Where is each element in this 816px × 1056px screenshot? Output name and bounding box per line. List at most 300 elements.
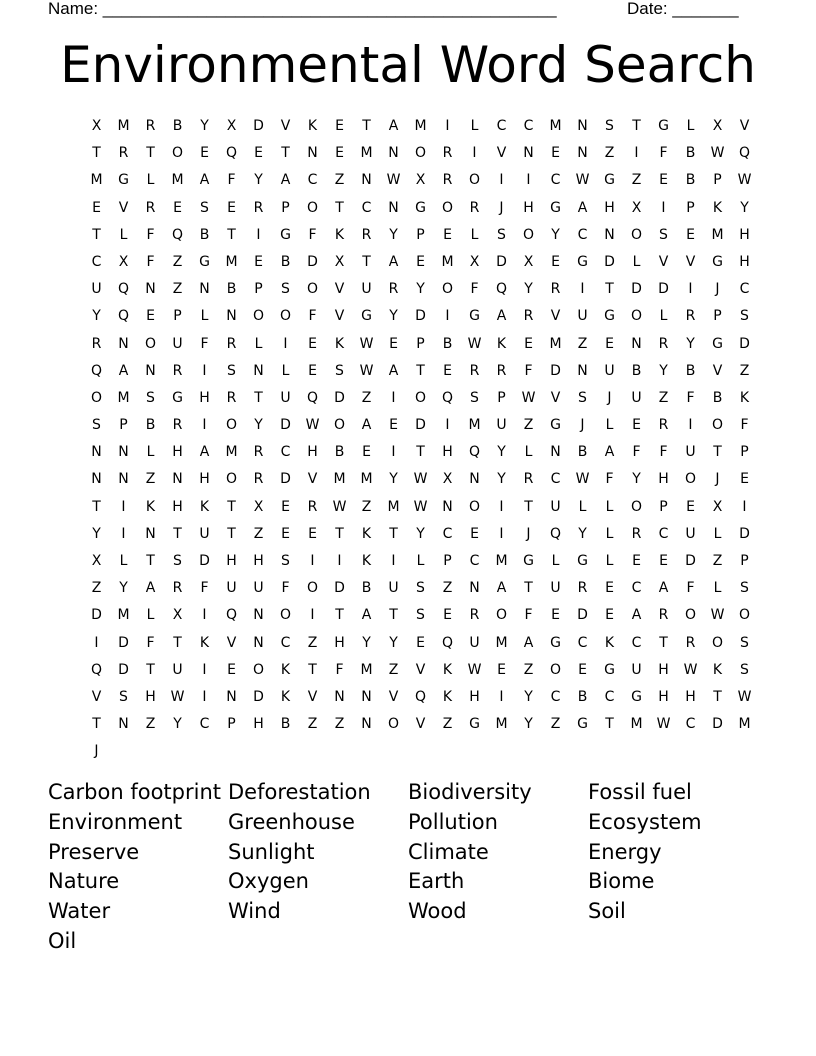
- grid-letter: K: [307, 118, 318, 134]
- grid-letter: G: [577, 716, 588, 733]
- grid-letter: H: [739, 226, 750, 243]
- grid-letter: R: [496, 362, 507, 379]
- grid-letter: R: [469, 362, 480, 379]
- grid-letter: Y: [416, 525, 425, 542]
- grid-letter: J: [499, 199, 504, 216]
- grid-letter: H: [739, 253, 750, 270]
- grid-letter: S: [173, 553, 182, 569]
- grid-letter: I: [310, 553, 315, 569]
- grid-letter: G: [658, 118, 669, 134]
- grid-letter: B: [685, 172, 696, 189]
- grid-letter: P: [713, 172, 722, 189]
- grid-letter: C: [442, 525, 453, 542]
- grid-letter: K: [361, 553, 372, 569]
- grid-letter: L: [119, 226, 128, 243]
- grid-letter: B: [685, 362, 696, 379]
- grid-letter: C: [658, 525, 669, 542]
- grid-letter: D: [496, 253, 507, 270]
- grid-letter: O: [144, 335, 157, 352]
- grid-letter: V: [226, 634, 237, 651]
- grid-letter: E: [605, 580, 614, 597]
- grid-letter: D: [658, 281, 669, 298]
- grid-letter: Q: [117, 281, 130, 298]
- grid-letter: P: [443, 553, 452, 569]
- grid-letter: Y: [524, 716, 533, 733]
- word-bank-item: Greenhouse: [228, 809, 355, 834]
- grid-letter: M: [414, 118, 427, 134]
- name-field-label: Name: ________________________________________________: [48, 0, 557, 18]
- grid-letter: U: [361, 281, 372, 298]
- grid-letter: I: [391, 444, 396, 461]
- grid-letter: H: [145, 688, 156, 705]
- grid-letter: H: [523, 199, 534, 216]
- grid-letter: N: [118, 471, 129, 488]
- grid-letter: O: [414, 389, 427, 406]
- grid-letter: O: [414, 145, 427, 162]
- grid-letter: L: [470, 226, 479, 243]
- grid-letter: R: [361, 226, 372, 243]
- grid-letter: A: [496, 580, 507, 597]
- grid-letter: E: [308, 335, 317, 352]
- grid-letter: E: [254, 145, 263, 162]
- grid-letter: A: [523, 634, 534, 651]
- grid-letter: Y: [632, 471, 641, 488]
- grid-letter: M: [333, 471, 346, 488]
- grid-letter: R: [172, 362, 183, 379]
- grid-letter: N: [388, 199, 399, 216]
- grid-letter: T: [335, 199, 344, 216]
- grid-letter: M: [360, 661, 373, 678]
- grid-letter: H: [685, 688, 696, 705]
- grid-letter: C: [685, 716, 696, 733]
- grid-letter: S: [740, 308, 749, 325]
- grid-letter: F: [200, 335, 209, 352]
- grid-letter: N: [118, 335, 129, 352]
- grid-letter: N: [631, 335, 642, 352]
- grid-letter: M: [495, 716, 508, 733]
- grid-letter: Y: [389, 634, 398, 651]
- grid-letter: J: [94, 743, 99, 760]
- grid-letter: I: [202, 661, 207, 678]
- grid-letter: N: [361, 688, 372, 705]
- grid-letter: M: [117, 389, 130, 406]
- grid-letter: Y: [524, 281, 533, 298]
- grid-letter: R: [523, 471, 534, 488]
- grid-letter: F: [470, 281, 479, 298]
- grid-letter: Q: [171, 226, 184, 243]
- grid-letter: D: [550, 362, 561, 379]
- grid-letter: D: [91, 607, 102, 624]
- grid-letter: V: [280, 118, 291, 134]
- grid-letter: Z: [145, 471, 156, 488]
- word-bank-item: Water: [48, 899, 111, 924]
- grid-letter: Q: [225, 607, 238, 624]
- grid-letter: R: [577, 580, 588, 597]
- grid-letter: G: [604, 308, 615, 325]
- word-bank-item: Wind: [228, 899, 281, 924]
- word-bank-item: Wood: [408, 899, 467, 924]
- grid-letter: K: [442, 688, 453, 705]
- grid-letter: X: [91, 118, 102, 134]
- grid-letter: E: [686, 498, 695, 515]
- grid-letter: I: [499, 172, 504, 189]
- grid-letter: O: [441, 281, 454, 298]
- grid-letter: U: [226, 580, 237, 597]
- grid-letter: B: [280, 716, 291, 733]
- grid-letter: H: [469, 688, 480, 705]
- grid-letter: G: [199, 253, 210, 270]
- grid-letter: O: [225, 417, 238, 434]
- grid-letter: G: [550, 199, 561, 216]
- grid-letter: N: [91, 444, 102, 461]
- grid-letter: N: [469, 580, 480, 597]
- grid-letter: L: [200, 308, 209, 325]
- grid-letter: L: [416, 553, 425, 569]
- grid-letter: I: [202, 417, 207, 434]
- grid-letter: B: [199, 226, 210, 243]
- grid-letter: B: [577, 688, 588, 705]
- grid-letter: Y: [659, 362, 668, 379]
- grid-letter: L: [605, 417, 614, 434]
- grid-letter: E: [416, 634, 425, 651]
- grid-letter: I: [310, 607, 315, 624]
- grid-letter: L: [578, 498, 587, 515]
- grid-letter: S: [92, 417, 101, 434]
- grid-letter: Z: [442, 580, 453, 597]
- grid-letter: U: [631, 389, 642, 406]
- grid-letter: N: [226, 688, 237, 705]
- grid-letter: Q: [468, 444, 481, 461]
- grid-letter: I: [202, 688, 207, 705]
- grid-letter: V: [496, 145, 507, 162]
- grid-letter: H: [307, 444, 318, 461]
- grid-letter: U: [550, 580, 561, 597]
- grid-letter: Y: [200, 118, 209, 134]
- grid-letter: S: [335, 362, 344, 379]
- grid-letter: Y: [740, 199, 749, 216]
- grid-letter: O: [549, 661, 562, 678]
- grid-letter: P: [686, 199, 695, 216]
- grid-letter: D: [415, 417, 426, 434]
- grid-letter: N: [118, 716, 129, 733]
- grid-letter: S: [146, 389, 155, 406]
- grid-letter: F: [200, 580, 209, 597]
- grid-letter: A: [145, 580, 156, 597]
- grid-letter: G: [712, 253, 723, 270]
- grid-letter: F: [227, 172, 236, 189]
- grid-letter: H: [199, 389, 210, 406]
- grid-letter: V: [739, 118, 750, 134]
- grid-letter: G: [604, 661, 615, 678]
- word-bank-item: Fossil fuel: [588, 780, 692, 804]
- grid-letter: E: [659, 172, 668, 189]
- grid-letter: S: [470, 389, 479, 406]
- grid-letter: G: [361, 308, 372, 325]
- grid-letter: W: [683, 661, 698, 678]
- grid-letter: X: [226, 118, 237, 134]
- grid-letter: U: [685, 444, 696, 461]
- grid-letter: U: [172, 661, 183, 678]
- grid-letter: C: [280, 634, 291, 651]
- grid-letter: Q: [90, 362, 103, 379]
- grid-letter: Z: [577, 335, 588, 352]
- grid-letter: W: [305, 417, 320, 434]
- grid-letter: T: [92, 716, 101, 733]
- grid-letter: Z: [334, 172, 345, 189]
- grid-letter: G: [469, 716, 480, 733]
- grid-letter: Z: [307, 634, 318, 651]
- grid-letter: L: [146, 607, 155, 624]
- grid-letter: F: [632, 444, 641, 461]
- grid-letter: E: [443, 362, 452, 379]
- grid-letter: X: [631, 199, 642, 216]
- grid-letter: Y: [92, 308, 101, 325]
- grid-letter: Q: [90, 661, 103, 678]
- grid-letter: G: [172, 389, 183, 406]
- word-bank-item: Earth: [408, 869, 465, 894]
- grid-letter: I: [445, 118, 450, 134]
- grid-letter: Z: [145, 716, 156, 733]
- grid-letter: L: [605, 525, 614, 542]
- grid-letter: F: [686, 389, 695, 406]
- grid-letter: I: [445, 308, 450, 325]
- grid-letter: Y: [254, 417, 263, 434]
- grid-letter: V: [712, 362, 723, 379]
- grid-letter: F: [740, 417, 749, 434]
- grid-letter: K: [199, 498, 210, 515]
- grid-letter: A: [658, 580, 669, 597]
- grid-letter: Y: [254, 172, 263, 189]
- grid-letter: T: [227, 525, 236, 542]
- grid-letter: R: [442, 172, 453, 189]
- grid-letter: Z: [523, 661, 534, 678]
- grid-letter: E: [551, 253, 560, 270]
- grid-letter: T: [389, 525, 398, 542]
- grid-letter: T: [146, 661, 155, 678]
- grid-letter: I: [688, 281, 693, 298]
- grid-letter: E: [740, 471, 749, 488]
- grid-letter: Q: [306, 389, 319, 406]
- grid-letter: T: [524, 580, 533, 597]
- grid-letter: E: [254, 253, 263, 270]
- grid-letter: K: [280, 688, 291, 705]
- grid-letter: N: [604, 226, 615, 243]
- grid-letter: Z: [307, 716, 318, 733]
- word-bank-item: Environment: [48, 809, 183, 834]
- grid-letter: Q: [117, 308, 130, 325]
- grid-letter: F: [659, 145, 668, 162]
- grid-letter: D: [631, 281, 642, 298]
- grid-letter: E: [497, 661, 506, 678]
- grid-letter: B: [631, 362, 642, 379]
- grid-letter: S: [740, 634, 749, 651]
- grid-letter: T: [146, 553, 155, 569]
- grid-letter: V: [91, 688, 102, 705]
- grid-letter: E: [632, 553, 641, 569]
- grid-letter: L: [632, 253, 641, 270]
- grid-letter: C: [604, 688, 615, 705]
- grid-letter: N: [253, 362, 264, 379]
- grid-letter: U: [604, 362, 615, 379]
- grid-letter: Z: [658, 389, 669, 406]
- grid-letter: X: [334, 253, 345, 270]
- grid-letter: R: [172, 417, 183, 434]
- grid-letter: Z: [712, 553, 723, 569]
- grid-letter: M: [441, 253, 454, 270]
- grid-letter: A: [631, 607, 642, 624]
- grid-letter: U: [469, 634, 480, 651]
- grid-letter: C: [631, 634, 642, 651]
- grid-letter: P: [254, 281, 263, 298]
- grid-letter: F: [524, 607, 533, 624]
- grid-letter: S: [605, 118, 614, 134]
- grid-letter: R: [145, 118, 156, 134]
- grid-letter: W: [521, 389, 536, 406]
- grid-letter: S: [497, 226, 506, 243]
- worksheet-header: [0, 0, 816, 22]
- grid-letter: I: [121, 525, 126, 542]
- grid-letter: F: [146, 634, 155, 651]
- grid-letter: N: [577, 362, 588, 379]
- grid-letter: F: [605, 471, 614, 488]
- grid-letter: S: [416, 580, 425, 597]
- grid-letter: Q: [441, 634, 454, 651]
- grid-letter: T: [227, 498, 236, 515]
- grid-letter: I: [391, 389, 396, 406]
- grid-letter: Y: [119, 580, 128, 597]
- grid-letter: E: [173, 199, 182, 216]
- grid-letter: E: [335, 118, 344, 134]
- grid-letter: T: [227, 226, 236, 243]
- grid-letter: P: [119, 417, 128, 434]
- grid-letter: M: [171, 172, 184, 189]
- grid-letter: S: [281, 553, 290, 569]
- grid-letter: B: [712, 389, 723, 406]
- grid-letter: O: [630, 498, 643, 515]
- grid-letter: N: [253, 607, 264, 624]
- grid-letter: A: [118, 362, 129, 379]
- grid-letter: O: [279, 607, 292, 624]
- grid-letter: O: [387, 716, 400, 733]
- grid-letter: X: [442, 471, 453, 488]
- grid-letter: F: [308, 226, 317, 243]
- grid-letter: D: [253, 118, 264, 134]
- grid-letter: P: [281, 199, 290, 216]
- grid-letter: X: [172, 607, 183, 624]
- grid-letter: G: [550, 634, 561, 651]
- grid-letter: W: [575, 471, 590, 488]
- grid-letter: O: [468, 172, 481, 189]
- grid-letter: N: [523, 145, 534, 162]
- grid-letter: Z: [631, 172, 642, 189]
- grid-letter: E: [281, 498, 290, 515]
- grid-letter: N: [469, 471, 480, 488]
- grid-letter: I: [634, 145, 639, 162]
- grid-letter: K: [199, 634, 210, 651]
- grid-letter: N: [307, 145, 318, 162]
- grid-letter: E: [389, 417, 398, 434]
- grid-letter: C: [469, 553, 480, 569]
- grid-letter: M: [738, 716, 751, 733]
- grid-letter: Z: [550, 716, 561, 733]
- word-bank-item: Climate: [408, 839, 489, 864]
- grid-letter: B: [685, 145, 696, 162]
- grid-letter: C: [739, 281, 750, 298]
- grid-letter: R: [442, 145, 453, 162]
- grid-letter: T: [416, 444, 425, 461]
- grid-letter: O: [495, 607, 508, 624]
- grid-letter: Z: [334, 716, 345, 733]
- grid-letter: I: [472, 145, 477, 162]
- grid-letter: I: [688, 417, 693, 434]
- grid-letter: C: [631, 580, 642, 597]
- grid-letter: R: [631, 525, 642, 542]
- grid-letter: C: [280, 444, 291, 461]
- grid-letter: Q: [441, 389, 454, 406]
- grid-letter: E: [146, 308, 155, 325]
- word-bank-item: Biome: [588, 869, 655, 894]
- grid-letter: J: [526, 525, 531, 542]
- grid-letter: B: [361, 580, 372, 597]
- grid-letter: N: [172, 471, 183, 488]
- grid-letter: A: [361, 417, 372, 434]
- word-bank-item: Deforestation: [228, 780, 371, 804]
- grid-letter: K: [739, 389, 750, 406]
- grid-letter: R: [523, 308, 534, 325]
- grid-letter: V: [550, 308, 561, 325]
- grid-letter: U: [388, 580, 399, 597]
- grid-letter: Q: [549, 525, 562, 542]
- grid-letter: Z: [442, 716, 453, 733]
- grid-letter: F: [146, 253, 155, 270]
- grid-letter: K: [334, 226, 345, 243]
- grid-letter: H: [172, 498, 183, 515]
- grid-letter: T: [146, 145, 155, 162]
- grid-letter: M: [630, 716, 643, 733]
- grid-letter: U: [631, 661, 642, 678]
- grid-letter: A: [280, 172, 291, 189]
- grid-letter: Z: [361, 389, 372, 406]
- grid-letter: N: [361, 716, 372, 733]
- grid-letter: U: [685, 525, 696, 542]
- grid-letter: O: [684, 471, 697, 488]
- grid-letter: K: [712, 661, 723, 678]
- grid-letter: J: [715, 281, 720, 298]
- grid-letter: H: [226, 553, 237, 569]
- grid-letter: E: [308, 362, 317, 379]
- grid-letter: J: [580, 417, 585, 434]
- grid-letter: N: [145, 362, 156, 379]
- grid-letter: L: [659, 308, 668, 325]
- grid-letter: E: [443, 607, 452, 624]
- grid-letter: N: [442, 498, 453, 515]
- grid-letter: L: [146, 444, 155, 461]
- grid-letter: Y: [578, 525, 587, 542]
- grid-letter: T: [713, 444, 722, 461]
- grid-letter: U: [172, 335, 183, 352]
- grid-letter: E: [227, 199, 236, 216]
- grid-letter: Z: [361, 498, 372, 515]
- grid-letter: A: [361, 607, 372, 624]
- grid-letter: F: [686, 580, 695, 597]
- grid-letter: I: [283, 335, 288, 352]
- grid-letter: G: [280, 226, 291, 243]
- grid-letter: M: [549, 335, 562, 352]
- grid-letter: D: [685, 553, 696, 569]
- grid-letter: D: [280, 471, 291, 488]
- grid-letter: N: [361, 172, 372, 189]
- grid-letter: H: [334, 634, 345, 651]
